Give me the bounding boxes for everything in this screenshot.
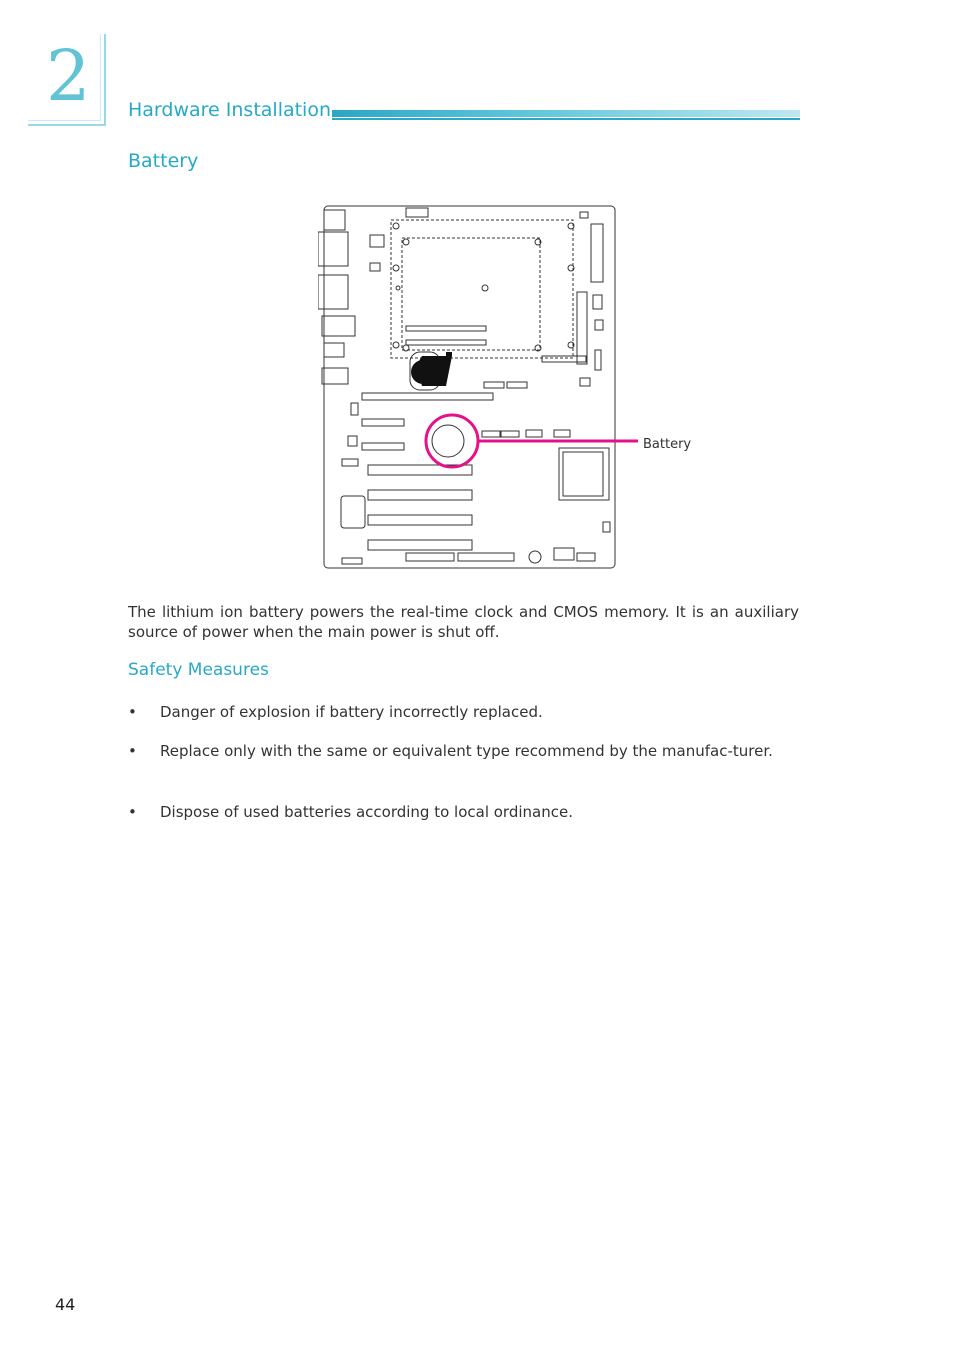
chapter-title: Hardware Installation (128, 99, 332, 121)
list-item-text: Replace only with the same or equivalent type recommend by the manufac-turer. (160, 742, 773, 760)
chapter-number: 2 (46, 35, 91, 117)
bullet-icon: • (128, 803, 137, 821)
bullet-icon: • (128, 742, 137, 760)
list-item-text: Danger of explosion if battery incorrectly replaced. (160, 703, 543, 721)
safety-title: Safety Measures (128, 660, 269, 680)
page-number: 44 (55, 1295, 76, 1314)
list-item-text: Dispose of used batteries according to local ordinance. (160, 803, 573, 821)
chapter-number-box (28, 34, 106, 126)
section-title: Battery (128, 150, 199, 172)
body-paragraph: The lithium ion battery powers the real-time clock and CMOS memory. It is an auxiliary source of power when the main power is shut off. (128, 603, 799, 641)
motherboard-diagram (318, 200, 718, 575)
battery-callout-label: Battery (643, 437, 692, 452)
title-rule (332, 110, 800, 120)
bullet-icon: • (128, 703, 137, 721)
